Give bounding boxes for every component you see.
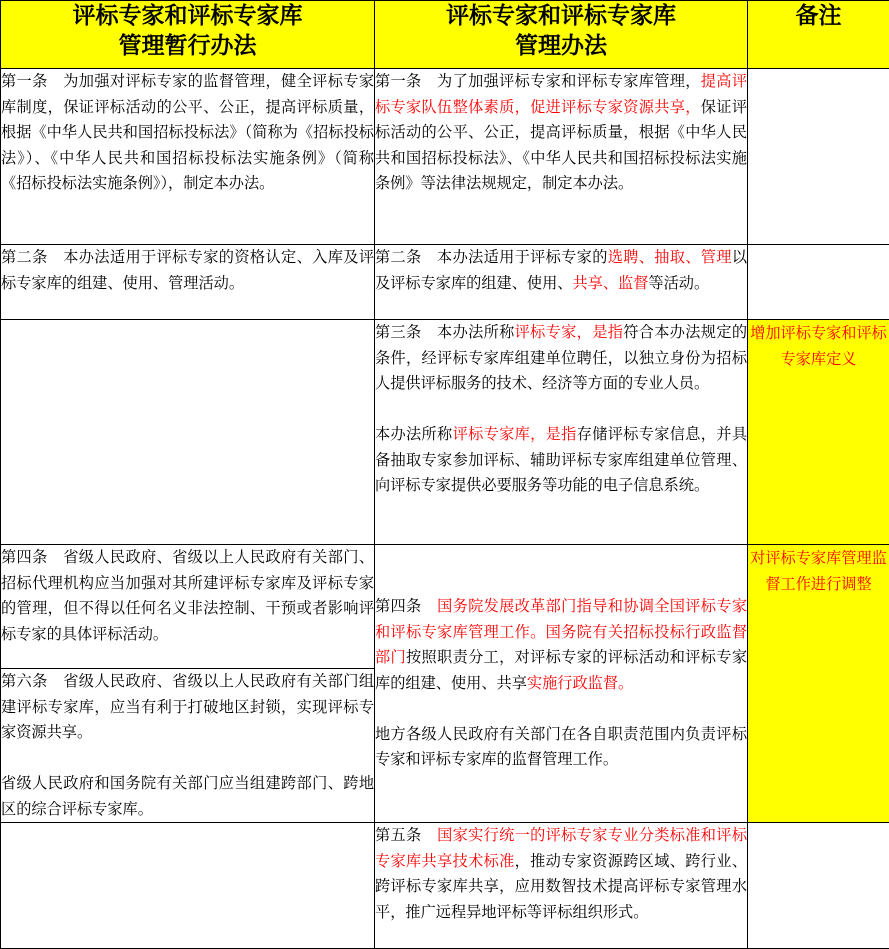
article-6-old [1, 669, 375, 823]
article-5-old-empty [1, 823, 375, 949]
article-5-new-text-c: ，推动专家资源跨区域、跨行业、跨评标专家库共享，应用数智技术提高评标专家管理水平，推广远程异地评标等评标组织形式。 [375, 852, 747, 921]
paragraph-gap [375, 696, 747, 722]
article-3-p1-highlight: 评标专家，是指 [515, 323, 624, 341]
header-new-line1: 评标专家和评标专家库 [375, 1, 747, 31]
article-2-old-text: 第二条 本办法适用于评标专家的资格认定、入库及评标专家库的组建、使用、管理活动。 [1, 248, 374, 292]
header-remarks [748, 1, 889, 69]
article-2-old [1, 245, 375, 320]
article-1-old-text: 第一条 为加强对评标专家的监督管理，健全评标专家库制度，保证评标活动的公平、公正，提高评标质量，根据《中华人民共和国招标投标法》（简称为《招标投标法》）、《中华人民共和国招标投标法实施条例》（简称《招标投标法实施条例》），制定本办法。 [1, 72, 374, 192]
article-1-new-text-a: 第一条 为了加强评标专家和评标专家库管理， [375, 72, 701, 90]
article-4-remark [748, 545, 889, 823]
article-2-new-text-e: 等活动。 [648, 274, 709, 292]
article-2-new [375, 245, 748, 320]
article-1-new [375, 69, 748, 245]
article-3-para-2 [375, 422, 747, 499]
header-old-regulation [1, 1, 375, 69]
article-4-old [1, 545, 375, 669]
header-old-line2: 管理暂行办法 [1, 31, 374, 61]
table-row [1, 69, 889, 245]
article-6-old-para-1: 第六条 省级人民政府、省级以上人民政府有关部门组建评标专家库，应当有利于打破地区封锁，实现评标专家资源共享。 [1, 669, 374, 746]
article-2-new-highlight-2: 共享、监督 [572, 274, 648, 292]
article-5-new [375, 823, 748, 949]
article-4-new-text-a: 第四条 [375, 597, 437, 615]
article-1-remark [748, 69, 889, 245]
article-4-new-highlight-2: 实施行政监督。 [527, 674, 633, 692]
article-2-new-highlight-1: 选聘、抽取、管理 [608, 248, 732, 266]
table-header-row [1, 1, 889, 69]
article-3-remark-text: 增加评标专家和评标专家库定义 [750, 324, 887, 368]
table-row [1, 245, 889, 320]
header-new-line2: 管理办法 [375, 31, 747, 61]
article-6-old-para-2: 省级人民政府和国务院有关部门应当组建跨部门、跨地区的综合评标专家库。 [1, 771, 374, 822]
header-old-line1: 评标专家和评标专家库 [1, 1, 374, 31]
header-new-regulation [375, 1, 748, 69]
article-5-new-text-a: 第五条 [375, 826, 437, 844]
table-row [1, 545, 889, 669]
paragraph-gap [1, 746, 374, 772]
article-3-new [375, 320, 748, 545]
article-3-p2-highlight: 评标专家库，是指 [453, 425, 577, 443]
article-3-old-empty [1, 320, 375, 545]
article-5-remark [748, 823, 889, 949]
article-3-para-1 [375, 320, 747, 397]
article-1-new-highlight: 提高评标专家队伍整体素质，促进评标专家资源共享， [375, 72, 747, 116]
article-5-new-highlight: 国家实行统一的评标专家专业分类标准和评标专家库共享技术标准 [375, 826, 747, 870]
article-4-old-text: 第四条 省级人民政府、省级以上人民政府有关部门、招标代理机构应当加强对其所建评标专家库及评标专家的管理，但不得以任何名义非法控制、干预或者影响评标专家的具体评标活动。 [1, 548, 374, 643]
article-1-new-text-c: 保证评标活动的公平、公正，提高评标质量，根据《中华人民共和国招标投标法》、《中华人民共和国招标投标法实施条例》等法律法规规定，制定本办法。 [375, 98, 747, 193]
paragraph-gap [375, 397, 747, 423]
article-4-new-text-c: 按照职责分工，对评标专家的评标活动和评标专家库的组建、使用、共享 [375, 648, 747, 692]
article-3-p2-text-a: 本办法所称 [375, 425, 453, 443]
article-3-p2-text-c: 存储评标专家信息，并具备抽取专家参加评标、辅助评标专家库组建单位管理、向评标专家提供必要服务等功能的电子信息系统。 [375, 425, 747, 494]
article-4-new-para-1 [375, 594, 747, 696]
article-4-remark-text: 对评标专家库管理监督工作进行调整 [750, 549, 887, 593]
article-4-new [375, 545, 748, 823]
table-row [1, 320, 889, 545]
article-1-old [1, 69, 375, 245]
header-remarks-label: 备注 [796, 2, 842, 29]
article-2-new-text-a: 第二条 本办法适用于评标专家的 [375, 248, 608, 266]
article-4-new-highlight-1: 国务院发展改革部门指导和协调全国评标专家和评标专家库管理工作。国务院有关招标投标行政监督部门 [375, 597, 747, 666]
article-4-new-para-2: 地方各级人民政府有关部门在各自职责范围内负责评标专家和评标专家库的监督管理工作。 [375, 722, 747, 773]
article-3-remark [748, 320, 889, 545]
article-3-p1-text-a: 第三条 本办法所称 [375, 323, 515, 341]
article-2-new-text-c: 以及评标专家库的组建、使用、 [375, 248, 747, 292]
article-2-remark [748, 245, 889, 320]
article-3-p1-text-c: 符合本办法规定的条件，经评标专家库组建单位聘任，以独立身份为招标人提供评标服务的技术、经济等方面的专业人员。 [375, 323, 747, 392]
table-row [1, 823, 889, 949]
